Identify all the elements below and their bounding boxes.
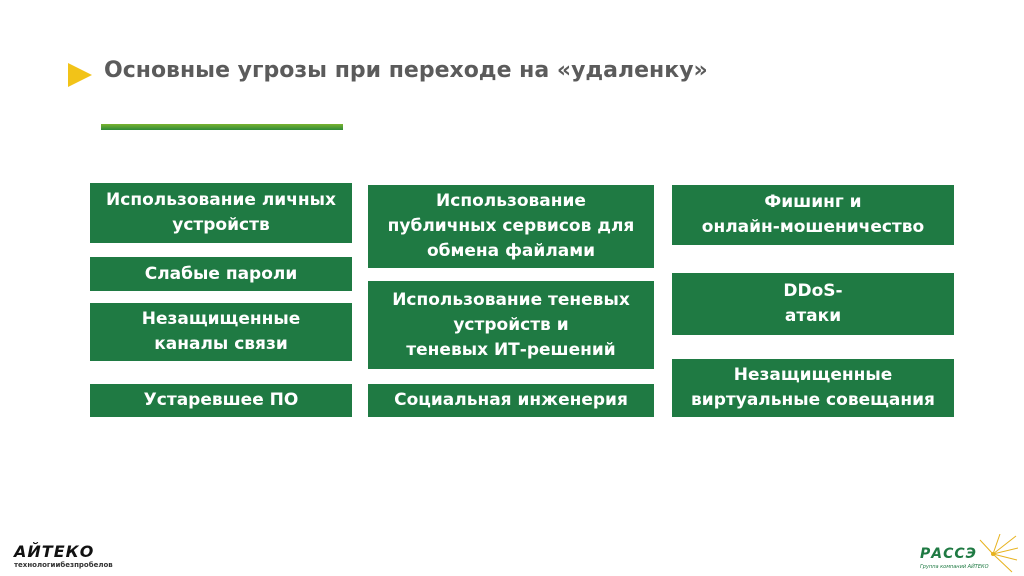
- threat-phishing: Фишинг и онлайн-мошеничество: [672, 185, 954, 245]
- threat-ddos: DDoS- атаки: [672, 273, 954, 335]
- threat-public-services: Использование публичных сервисов для обмена файлами: [368, 185, 654, 268]
- threat-unprotected-channels: Незащищенные каналы связи: [90, 303, 352, 361]
- title-arrow-icon: [68, 63, 92, 87]
- aiteko-tagline: технологиибезпробелов: [14, 561, 113, 569]
- rasse-subtitle: Группа компаний АЙТЕКО: [920, 564, 989, 570]
- page-title: Основные угрозы при переходе на «удаленку»: [104, 58, 708, 83]
- threat-shadow-devices: Использование теневых устройств и теневых ИТ-решений: [368, 281, 654, 369]
- title-underline: [101, 124, 343, 130]
- aiteko-logo: [14, 543, 113, 570]
- aiteko-wordmark: АЙТЕКО: [14, 542, 95, 561]
- threat-virtual-meetings: Незащищенные виртуальные совещания: [672, 359, 954, 417]
- threat-personal-devices: Использование личных устройств: [90, 183, 352, 243]
- threat-weak-passwords: Слабые пароли: [90, 257, 352, 291]
- threat-outdated-software: Устаревшее ПО: [90, 384, 352, 417]
- rasse-wordmark: РАССЭ: [920, 546, 977, 562]
- threat-social-engineering: Социальная инженерия: [368, 384, 654, 417]
- rasse-logo: [918, 534, 1018, 574]
